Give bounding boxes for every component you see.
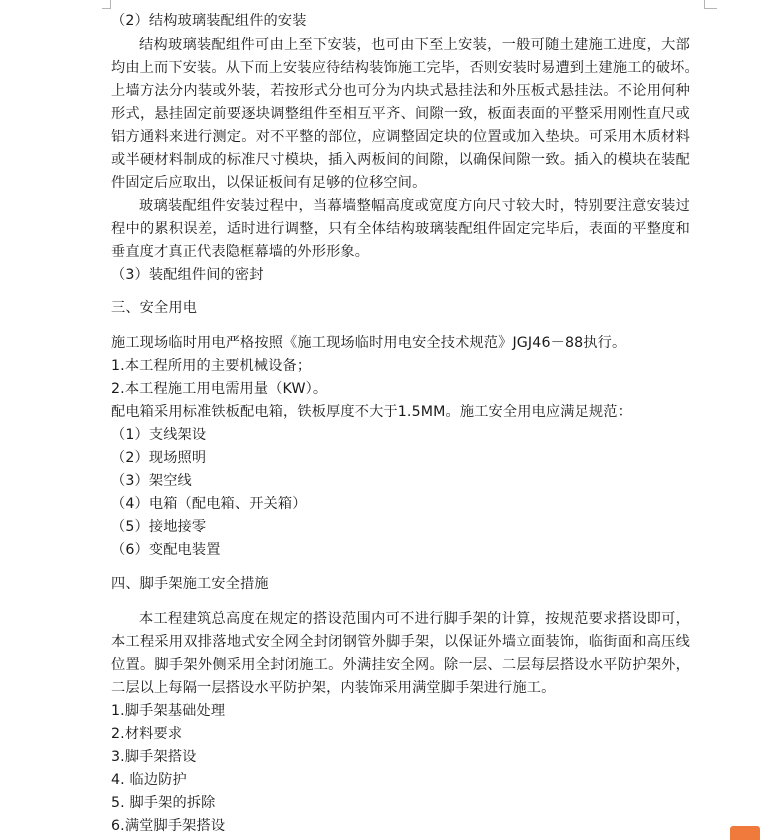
paragraph-line: 位置。脚手架外侧采用全封闭施工。外满挂安全网。除一层、二层每层搭设水平防护架外， <box>111 657 690 673</box>
crop-mark-top-left <box>102 0 111 9</box>
subsection-heading-2: （2）结构玻璃装配组件的安装 <box>111 13 307 29</box>
paragraph-line: 本工程采用双排落地式安全网全封闭钢管外脚手架，以保证外墙立面装饰，临街面和高压线 <box>111 634 690 650</box>
list-item: 3.脚手架搭设 <box>111 749 197 765</box>
list-item: 1.脚手架基础处理 <box>111 703 226 719</box>
subsection-heading-3: （3）装配组件间的密封 <box>111 267 264 283</box>
list-item: （2）现场照明 <box>111 450 207 466</box>
paragraph-line: 施工现场临时用电严格按照《施工现场临时用电安全技术规范》JGJ46－88执行。 <box>111 335 627 351</box>
paragraph-line: 配电箱采用标准铁板配电箱，铁板厚度不大于1.5MM。施工安全用电应满足规范： <box>111 404 632 420</box>
crop-mark-top-right <box>704 0 717 9</box>
list-item: 6.满堂脚手架搭设 <box>111 818 226 834</box>
list-item: 2.材料要求 <box>111 726 183 742</box>
paragraph-line: 或半硬材料制成的标准尺寸模块，插入两板间的间隙，以确保间隙一致。插入的模块在装配 <box>111 152 690 168</box>
paragraph-line: 形式，悬挂固定前要逐块调整组件至相互平齐、间隙一致，板面表面的平整采用刚性直尺或 <box>111 106 690 122</box>
list-item: （1）支线架设 <box>111 427 207 443</box>
paragraph-line: 结构玻璃装配组件可由上至下安装，也可由下至上安装，一般可随土建施工进度，大部 <box>139 37 690 53</box>
list-item: 5. 脚手架的拆除 <box>111 795 216 811</box>
paragraph-line: 铝方通料来进行测定。对不平整的部位，应调整固定块的位置或加入垫块。可采用木质材料 <box>111 129 690 145</box>
list-item: （5）接地接零 <box>111 519 207 535</box>
list-item: （4）电箱（配电箱、开关箱） <box>111 496 307 512</box>
section-heading-safety-electricity: 三、安全用电 <box>111 300 198 316</box>
paragraph-line: 程中的累积误差，适时进行调整，只有全体结构玻璃装配组件固定完毕后，表面的平整度和 <box>111 221 690 237</box>
list-item: （6）变配电装置 <box>111 542 221 558</box>
list-item: 2.本工程施工用电需用量（KW）。 <box>111 381 328 397</box>
paragraph-line: 件固定后应取出，以保证板间有足够的位移空间。 <box>111 175 427 191</box>
paragraph-line: 均由上而下安装。从下而上安装应待结构装饰施工完毕，否则安装时易遭到土建施工的破坏。 <box>111 60 699 76</box>
paragraph-line: 上墙方法分内装或外装，若按形式分也可分为内块式悬挂法和外压板式悬挂法。不论用何种 <box>111 83 690 99</box>
paragraph-line: 玻璃装配组件安装过程中，当幕墙整幅高度或宽度方向尺寸较大时，特别要注意安装过 <box>139 198 690 214</box>
list-item: （3）架空线 <box>111 473 192 489</box>
paragraph-line: 二层以上每隔一层搭设水平防护架，内装饰采用满堂脚手架进行施工。 <box>111 680 556 696</box>
section-heading-scaffolding: 四、脚手架施工安全措施 <box>111 576 269 592</box>
list-item: 4. 临边防护 <box>111 772 187 788</box>
paragraph-line: 本工程建筑总高度在规定的搭设范围内可不进行脚手架的计算，按规范要求搭设即可， <box>139 611 690 627</box>
list-item: 1.本工程所用的主要机械设备； <box>111 358 312 374</box>
paragraph-line: 垂直度才真正代表隐框幕墙的外形形象。 <box>111 244 370 260</box>
